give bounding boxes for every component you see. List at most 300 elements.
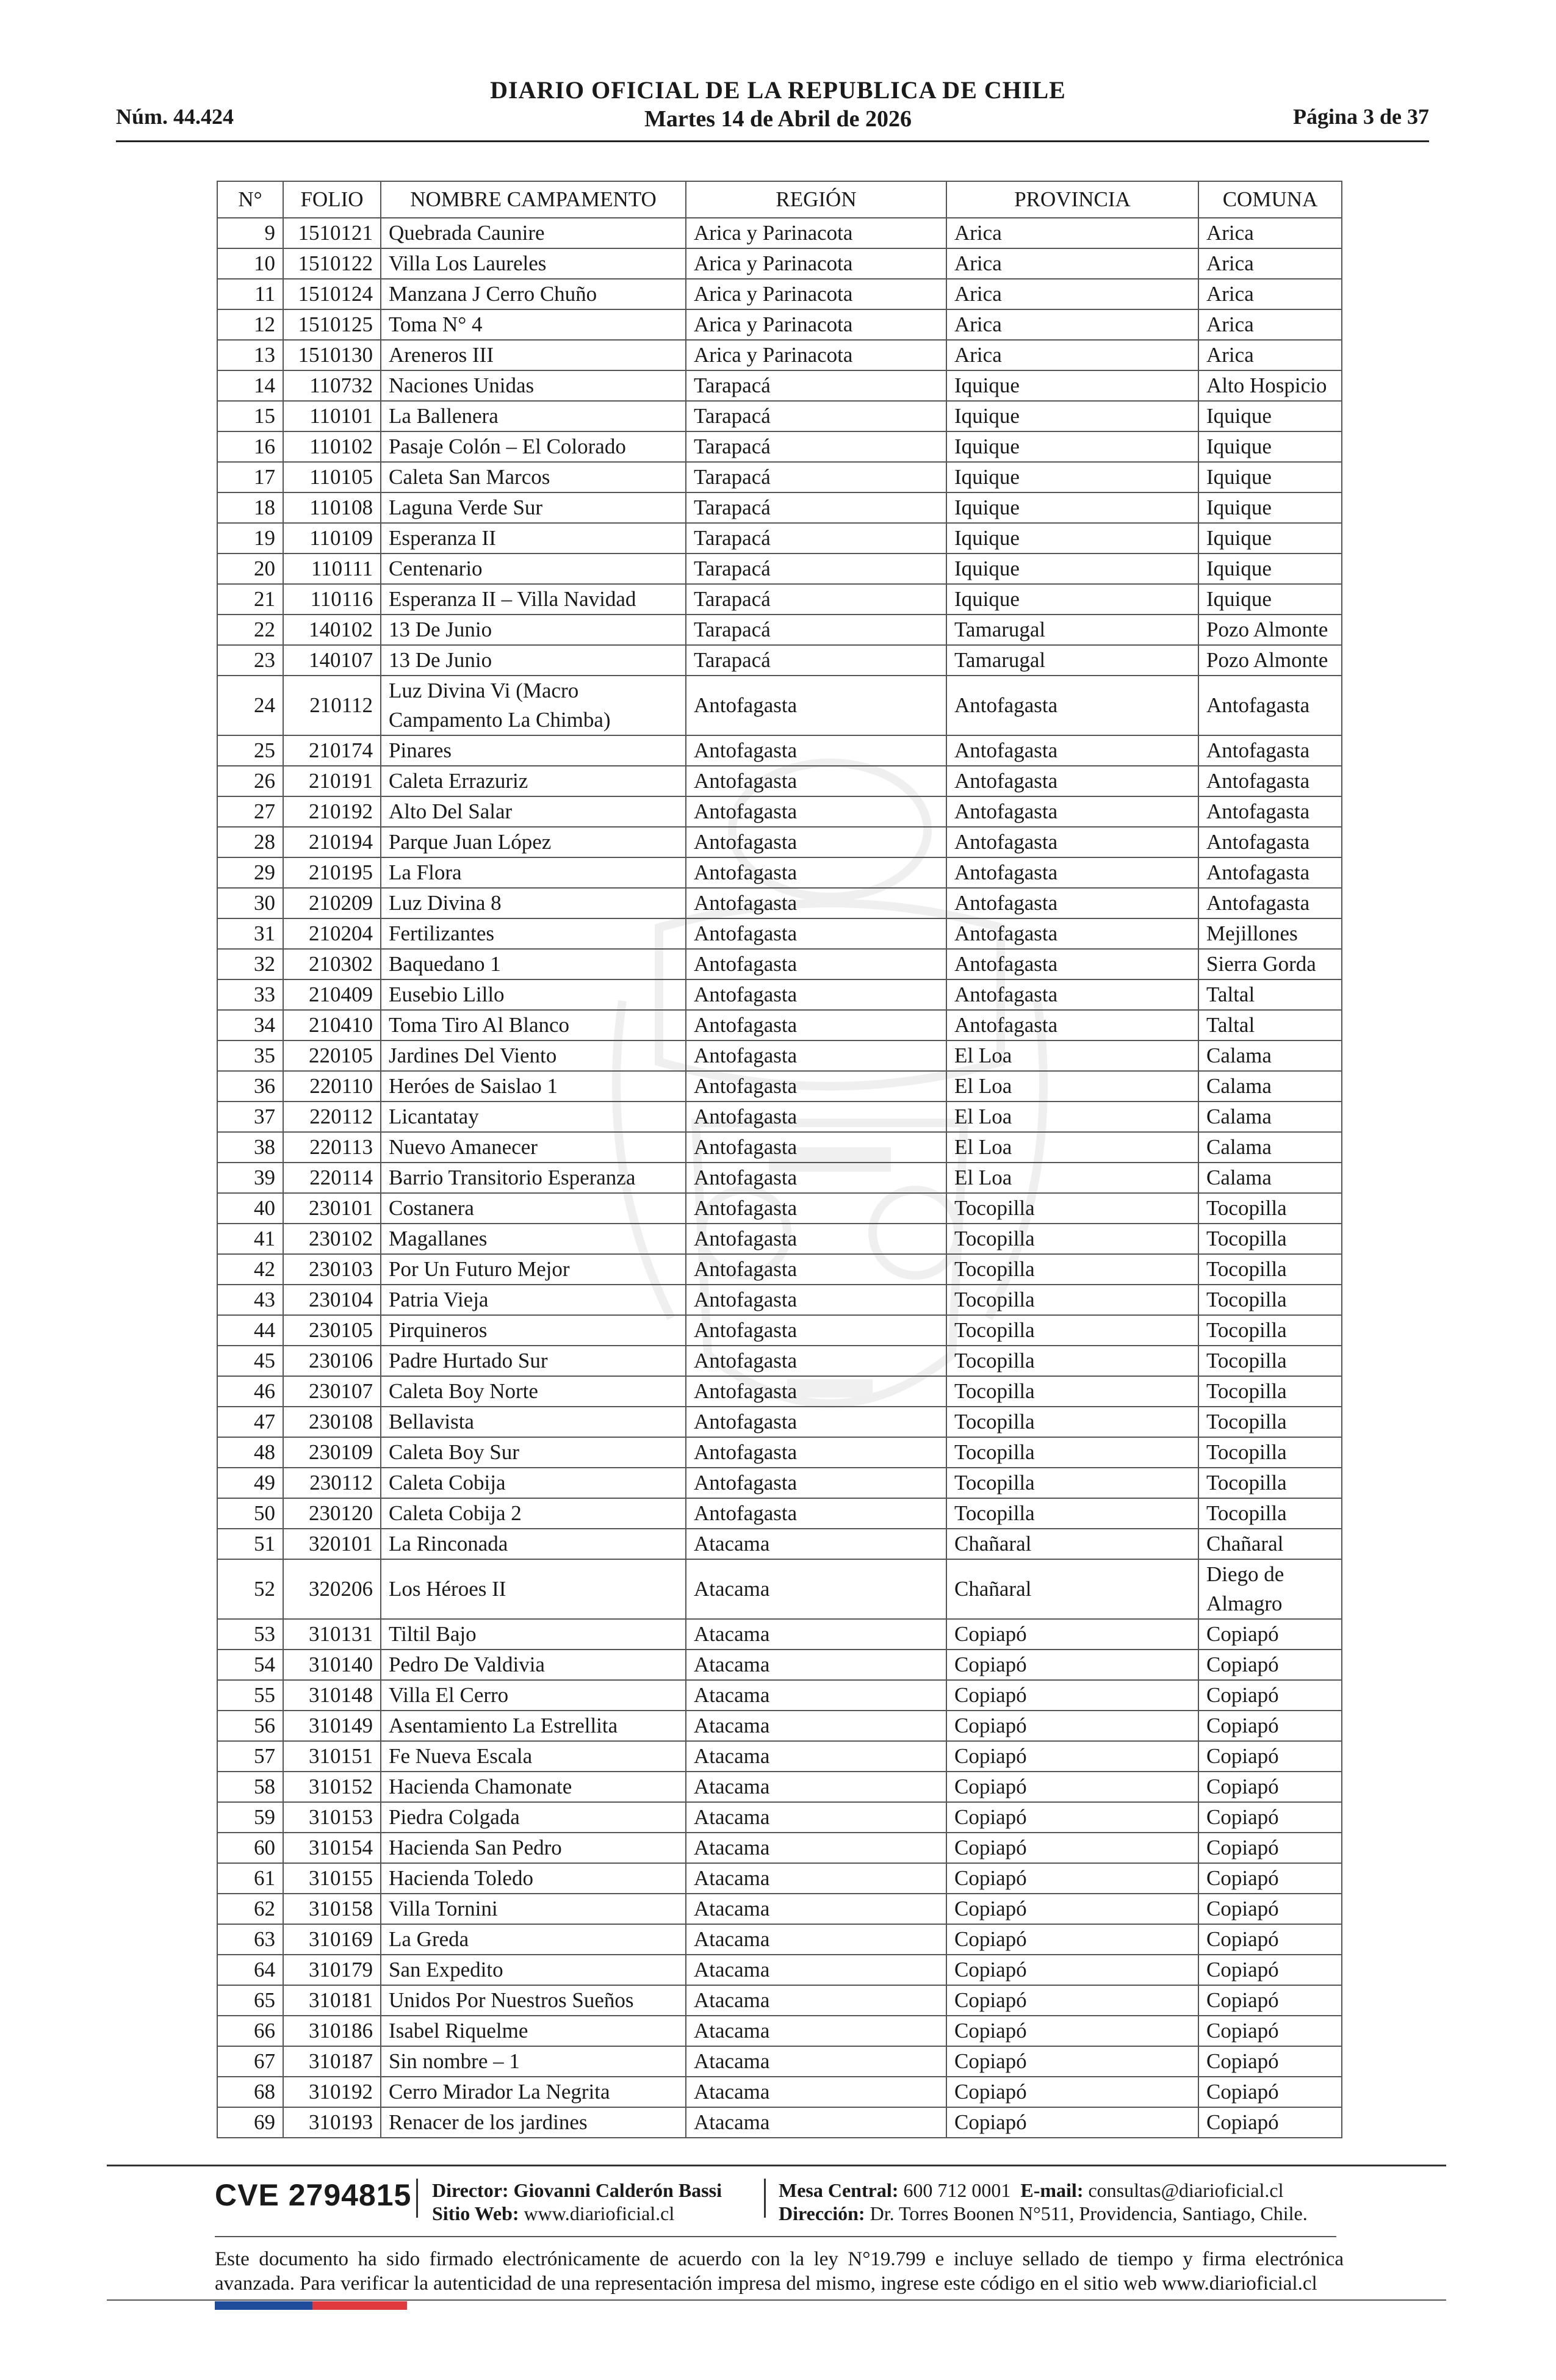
row-commune: Iquique	[1198, 401, 1342, 431]
row-commune: Taltal	[1198, 1010, 1342, 1040]
table-row	[217, 1619, 1342, 1650]
row-name: Esperanza II – Villa Navidad	[381, 584, 686, 615]
row-name: Fertilizantes	[381, 918, 686, 949]
row-commune: Antofagasta	[1198, 796, 1342, 827]
row-number: 68	[217, 2077, 283, 2107]
table-row	[217, 1193, 1342, 1224]
row-number: 21	[217, 584, 283, 615]
row-name: Luz Divina Vi (Macro Campamento La Chimba)	[381, 676, 686, 735]
row-commune: Antofagasta	[1198, 766, 1342, 796]
address-text: Dr. Torres Boonen N°511, Providencia, Santiago, Chile.	[870, 2202, 1308, 2224]
row-name: La Greda	[381, 1924, 686, 1955]
table-row	[217, 1132, 1342, 1163]
table-row	[217, 523, 1342, 554]
row-name: La Rinconada	[381, 1529, 686, 1559]
table-row	[217, 735, 1342, 766]
row-region: Tarapacá	[686, 401, 946, 431]
director-block	[432, 2179, 722, 2225]
row-province: Iquique	[946, 554, 1198, 584]
row-province: Tocopilla	[946, 1376, 1198, 1407]
row-number: 38	[217, 1132, 283, 1163]
row-number: 63	[217, 1924, 283, 1955]
row-commune: Copiapó	[1198, 1680, 1342, 1711]
row-number: 14	[217, 370, 283, 401]
row-region: Tarapacá	[686, 584, 946, 615]
signature-note: Este documento ha sido firmado electrónicamente de acuerdo con la ley N°19.799 e incluye sellado de tiempo y firma electrónica avanzada. Para verificar la autenticidad de una representación impresa del mismo, ingrese este código en el sitio web www.diarioficial.cl	[215, 2248, 1344, 2295]
row-name: Toma Tiro Al Blanco	[381, 1010, 686, 1040]
row-region: Antofagasta	[686, 766, 946, 796]
row-region: Tarapacá	[686, 645, 946, 676]
row-region: Antofagasta	[686, 796, 946, 827]
row-name: Bellavista	[381, 1407, 686, 1437]
row-folio: 310181	[283, 1985, 381, 2016]
row-province: Copiapó	[946, 1863, 1198, 1894]
flag-stripe-blue	[215, 2301, 312, 2310]
row-number: 42	[217, 1254, 283, 1285]
table-row	[217, 1711, 1342, 1741]
row-commune: Tocopilla	[1198, 1224, 1342, 1254]
row-province: Copiapó	[946, 1985, 1198, 2016]
row-commune: Tocopilla	[1198, 1254, 1342, 1285]
row-number: 32	[217, 949, 283, 979]
row-commune: Iquique	[1198, 492, 1342, 523]
row-commune: Calama	[1198, 1132, 1342, 1163]
row-folio: 310153	[283, 1802, 381, 1833]
row-name: Parque Juan López	[381, 827, 686, 857]
row-name: Centenario	[381, 554, 686, 584]
row-number: 47	[217, 1407, 283, 1437]
row-number: 19	[217, 523, 283, 554]
row-region: Atacama	[686, 1680, 946, 1711]
row-province: Iquique	[946, 401, 1198, 431]
table-row	[217, 1254, 1342, 1285]
row-number: 60	[217, 1833, 283, 1863]
row-province: Arica	[946, 340, 1198, 370]
row-number: 35	[217, 1040, 283, 1071]
row-province: Chañaral	[946, 1529, 1198, 1559]
row-region: Atacama	[686, 1894, 946, 1924]
row-number: 59	[217, 1802, 283, 1833]
row-region: Atacama	[686, 1559, 946, 1619]
row-commune: Copiapó	[1198, 1863, 1342, 1894]
row-commune: Copiapó	[1198, 1711, 1342, 1741]
row-province: Tocopilla	[946, 1315, 1198, 1346]
row-name: La Flora	[381, 857, 686, 888]
row-folio: 220105	[283, 1040, 381, 1071]
row-province: Antofagasta	[946, 676, 1198, 735]
campamentos-table	[217, 181, 1342, 2138]
row-name: Unidos Por Nuestros Sueños	[381, 1985, 686, 2016]
footer-divider-bottom	[107, 2299, 1446, 2301]
row-commune: Tocopilla	[1198, 1346, 1342, 1376]
row-name: Padre Hurtado Sur	[381, 1346, 686, 1376]
row-number: 41	[217, 1224, 283, 1254]
row-province: Tocopilla	[946, 1285, 1198, 1315]
table-row	[217, 1468, 1342, 1498]
table-row	[217, 857, 1342, 888]
table-row	[217, 401, 1342, 431]
row-region: Arica y Parinacota	[686, 248, 946, 279]
row-folio: 230112	[283, 1468, 381, 1498]
row-commune: Antofagasta	[1198, 888, 1342, 918]
row-folio: 220114	[283, 1163, 381, 1193]
row-folio: 310192	[283, 2077, 381, 2107]
row-province: Copiapó	[946, 1772, 1198, 1802]
row-region: Atacama	[686, 1529, 946, 1559]
row-commune: Copiapó	[1198, 1833, 1342, 1863]
table-row	[217, 554, 1342, 584]
row-region: Antofagasta	[686, 1437, 946, 1468]
row-region: Tarapacá	[686, 431, 946, 462]
row-number: 17	[217, 462, 283, 492]
table-row	[217, 584, 1342, 615]
table-row	[217, 1741, 1342, 1772]
row-commune: Chañaral	[1198, 1529, 1342, 1559]
table-row	[217, 462, 1342, 492]
row-folio: 230107	[283, 1376, 381, 1407]
row-province: Copiapó	[946, 1955, 1198, 1985]
row-region: Atacama	[686, 2077, 946, 2107]
row-commune: Calama	[1198, 1071, 1342, 1102]
row-commune: Arica	[1198, 279, 1342, 309]
row-number: 62	[217, 1894, 283, 1924]
col-header-number: N°	[217, 181, 283, 218]
row-folio: 210204	[283, 918, 381, 949]
row-province: Antofagasta	[946, 949, 1198, 979]
row-name: Piedra Colgada	[381, 1802, 686, 1833]
row-province: Copiapó	[946, 1680, 1198, 1711]
row-name: La Ballenera	[381, 401, 686, 431]
row-commune: Arica	[1198, 218, 1342, 248]
row-number: 9	[217, 218, 283, 248]
row-folio: 1510130	[283, 340, 381, 370]
row-province: Iquique	[946, 462, 1198, 492]
row-region: Atacama	[686, 1772, 946, 1802]
row-number: 28	[217, 827, 283, 857]
table-row	[217, 918, 1342, 949]
row-folio: 310152	[283, 1772, 381, 1802]
table-row	[217, 1955, 1342, 1985]
issue-date: Martes 14 de Abril de 2026	[644, 106, 912, 132]
row-name: Laguna Verde Sur	[381, 492, 686, 523]
row-province: Copiapó	[946, 1741, 1198, 1772]
table-row	[217, 1040, 1342, 1071]
row-name: Licantatay	[381, 1102, 686, 1132]
table-row	[217, 979, 1342, 1010]
row-name: Fe Nueva Escala	[381, 1741, 686, 1772]
flag-stripe-red	[312, 2301, 407, 2310]
row-number: 36	[217, 1071, 283, 1102]
row-name: Manzana J Cerro Chuño	[381, 279, 686, 309]
row-name: Hacienda Chamonate	[381, 1772, 686, 1802]
row-commune: Tocopilla	[1198, 1376, 1342, 1407]
row-folio: 310149	[283, 1711, 381, 1741]
row-region: Arica y Parinacota	[686, 309, 946, 340]
issue-number: Núm. 44.424	[116, 104, 234, 129]
row-commune: Iquique	[1198, 462, 1342, 492]
row-province: Tocopilla	[946, 1254, 1198, 1285]
row-name: Caleta Boy Norte	[381, 1376, 686, 1407]
row-region: Antofagasta	[686, 918, 946, 949]
row-number: 46	[217, 1376, 283, 1407]
row-number: 43	[217, 1285, 283, 1315]
table-row	[217, 492, 1342, 523]
footer-divider-top	[107, 2165, 1446, 2166]
row-region: Atacama	[686, 1802, 946, 1833]
row-region: Antofagasta	[686, 1346, 946, 1376]
row-region: Antofagasta	[686, 1376, 946, 1407]
row-province: El Loa	[946, 1163, 1198, 1193]
row-folio: 210194	[283, 827, 381, 857]
row-region: Atacama	[686, 1650, 946, 1680]
row-number: 18	[217, 492, 283, 523]
row-region: Antofagasta	[686, 1102, 946, 1132]
table-row	[217, 1894, 1342, 1924]
table-row	[217, 1924, 1342, 1955]
row-number: 25	[217, 735, 283, 766]
table-row	[217, 1498, 1342, 1529]
mesa-phone: 600 712 0001	[903, 2179, 1011, 2201]
row-commune: Antofagasta	[1198, 857, 1342, 888]
table-row	[217, 827, 1342, 857]
row-folio: 310148	[283, 1680, 381, 1711]
header-divider	[116, 140, 1429, 142]
row-commune: Copiapó	[1198, 2077, 1342, 2107]
row-folio: 210195	[283, 857, 381, 888]
row-folio: 1510124	[283, 279, 381, 309]
table-row	[217, 949, 1342, 979]
footer-divider-middle	[215, 2236, 1336, 2237]
row-region: Atacama	[686, 1985, 946, 2016]
table-row	[217, 1010, 1342, 1040]
row-number: 50	[217, 1498, 283, 1529]
table-row	[217, 1315, 1342, 1346]
row-number: 66	[217, 2016, 283, 2046]
row-region: Antofagasta	[686, 979, 946, 1010]
row-region: Atacama	[686, 2016, 946, 2046]
row-number: 56	[217, 1711, 283, 1741]
page-number: Página 3 de 37	[1292, 104, 1429, 129]
row-region: Tarapacá	[686, 492, 946, 523]
row-commune: Arica	[1198, 309, 1342, 340]
table-row	[217, 2077, 1342, 2107]
row-folio: 230105	[283, 1315, 381, 1346]
row-folio: 140107	[283, 645, 381, 676]
row-region: Antofagasta	[686, 676, 946, 735]
row-province: Copiapó	[946, 1833, 1198, 1863]
row-province: Arica	[946, 309, 1198, 340]
table-row	[217, 309, 1342, 340]
row-number: 37	[217, 1102, 283, 1132]
row-province: Copiapó	[946, 1619, 1198, 1650]
table-row	[217, 888, 1342, 918]
row-commune: Pozo Almonte	[1198, 645, 1342, 676]
row-commune: Tocopilla	[1198, 1285, 1342, 1315]
row-name: Costanera	[381, 1193, 686, 1224]
row-province: Copiapó	[946, 1802, 1198, 1833]
row-region: Antofagasta	[686, 1285, 946, 1315]
row-folio: 140102	[283, 615, 381, 645]
row-number: 45	[217, 1346, 283, 1376]
row-commune: Tocopilla	[1198, 1407, 1342, 1437]
row-province: Arica	[946, 248, 1198, 279]
row-folio: 210174	[283, 735, 381, 766]
row-folio: 310155	[283, 1863, 381, 1894]
row-region: Tarapacá	[686, 554, 946, 584]
row-name: Pinares	[381, 735, 686, 766]
table-row	[217, 1071, 1342, 1102]
row-number: 55	[217, 1680, 283, 1711]
table-row	[217, 1346, 1342, 1376]
table-row	[217, 2016, 1342, 2046]
row-name: Caleta Boy Sur	[381, 1437, 686, 1468]
row-commune: Copiapó	[1198, 2107, 1342, 2138]
row-region: Antofagasta	[686, 1040, 946, 1071]
contact-block	[779, 2179, 1308, 2225]
table-row	[217, 1285, 1342, 1315]
row-name: Areneros III	[381, 340, 686, 370]
row-commune: Iquique	[1198, 523, 1342, 554]
row-number: 52	[217, 1559, 283, 1619]
row-commune: Copiapó	[1198, 2016, 1342, 2046]
row-name: Pasaje Colón – El Colorado	[381, 431, 686, 462]
mesa-label: Mesa Central:	[779, 2179, 899, 2201]
row-province: Copiapó	[946, 1650, 1198, 1680]
row-number: 26	[217, 766, 283, 796]
row-commune: Copiapó	[1198, 1619, 1342, 1650]
row-folio: 310140	[283, 1650, 381, 1680]
row-region: Antofagasta	[686, 1224, 946, 1254]
row-commune: Mejillones	[1198, 918, 1342, 949]
table-row	[217, 645, 1342, 676]
row-folio: 110116	[283, 584, 381, 615]
row-commune: Copiapó	[1198, 1650, 1342, 1680]
director-name: Giovanni Calderón Bassi	[513, 2179, 722, 2201]
row-province: Iquique	[946, 370, 1198, 401]
row-region: Antofagasta	[686, 1163, 946, 1193]
col-header-province: PROVINCIA	[946, 181, 1198, 218]
email-link[interactable]: consultas@diarioficial.cl	[1088, 2179, 1284, 2201]
row-number: 11	[217, 279, 283, 309]
row-region: Antofagasta	[686, 1468, 946, 1498]
row-name: San Expedito	[381, 1955, 686, 1985]
row-number: 13	[217, 340, 283, 370]
row-folio: 310187	[283, 2046, 381, 2077]
row-folio: 110101	[283, 401, 381, 431]
table-row	[217, 1529, 1342, 1559]
table-row	[217, 1985, 1342, 2016]
row-folio: 1510125	[283, 309, 381, 340]
table-row	[217, 1437, 1342, 1468]
row-number: 22	[217, 615, 283, 645]
row-folio: 310151	[283, 1741, 381, 1772]
row-name: Renacer de los jardines	[381, 2107, 686, 2138]
row-province: Iquique	[946, 584, 1198, 615]
row-number: 24	[217, 676, 283, 735]
row-region: Arica y Parinacota	[686, 279, 946, 309]
row-name: Sin nombre – 1	[381, 2046, 686, 2077]
row-commune: Copiapó	[1198, 1802, 1342, 1833]
row-commune: Antofagasta	[1198, 827, 1342, 857]
row-province: Tamarugal	[946, 615, 1198, 645]
row-name: Cerro Mirador La Negrita	[381, 2077, 686, 2107]
row-name: Toma N° 4	[381, 309, 686, 340]
table-row	[217, 1802, 1342, 1833]
row-region: Antofagasta	[686, 888, 946, 918]
row-region: Antofagasta	[686, 1193, 946, 1224]
row-name: Caleta Errazuriz	[381, 766, 686, 796]
row-region: Antofagasta	[686, 1498, 946, 1529]
row-commune: Iquique	[1198, 431, 1342, 462]
row-folio: 110102	[283, 431, 381, 462]
row-name: Alto Del Salar	[381, 796, 686, 827]
table-row	[217, 279, 1342, 309]
row-commune: Calama	[1198, 1040, 1342, 1071]
row-folio: 310169	[283, 1924, 381, 1955]
row-commune: Calama	[1198, 1102, 1342, 1132]
row-region: Tarapacá	[686, 370, 946, 401]
table-row	[217, 1376, 1342, 1407]
row-folio: 110111	[283, 554, 381, 584]
row-province: Tocopilla	[946, 1224, 1198, 1254]
table-row	[217, 431, 1342, 462]
row-folio: 230109	[283, 1437, 381, 1468]
row-folio: 310186	[283, 2016, 381, 2046]
row-province: Antofagasta	[946, 979, 1198, 1010]
row-number: 65	[217, 1985, 283, 2016]
row-folio: 1510122	[283, 248, 381, 279]
row-name: Heróes de Saislao 1	[381, 1071, 686, 1102]
row-number: 29	[217, 857, 283, 888]
row-folio: 110105	[283, 462, 381, 492]
row-name: Luz Divina 8	[381, 888, 686, 918]
row-name: Villa Los Laureles	[381, 248, 686, 279]
row-folio: 210112	[283, 676, 381, 735]
row-region: Atacama	[686, 1833, 946, 1863]
table-row	[217, 615, 1342, 645]
row-number: 39	[217, 1163, 283, 1193]
row-region: Antofagasta	[686, 1071, 946, 1102]
row-folio: 310154	[283, 1833, 381, 1863]
website-link[interactable]: www.diarioficial.cl	[524, 2202, 675, 2224]
row-region: Atacama	[686, 1711, 946, 1741]
row-number: 16	[217, 431, 283, 462]
row-name: 13 De Junio	[381, 645, 686, 676]
row-number: 51	[217, 1529, 283, 1559]
row-name: Jardines Del Viento	[381, 1040, 686, 1071]
row-folio: 230104	[283, 1285, 381, 1315]
masthead-title: DIARIO OFICIAL DE LA REPUBLICA DE CHILE	[490, 76, 1066, 104]
table-row	[217, 766, 1342, 796]
row-region: Antofagasta	[686, 949, 946, 979]
row-name: Nuevo Amanecer	[381, 1132, 686, 1163]
table-row	[217, 1680, 1342, 1711]
row-folio: 310193	[283, 2107, 381, 2138]
row-name: Isabel Riquelme	[381, 2016, 686, 2046]
row-province: Copiapó	[946, 1924, 1198, 1955]
row-commune: Copiapó	[1198, 1985, 1342, 2016]
row-folio: 310179	[283, 1955, 381, 1985]
row-number: 12	[217, 309, 283, 340]
table-row	[217, 2107, 1342, 2138]
row-number: 15	[217, 401, 283, 431]
row-commune: Iquique	[1198, 554, 1342, 584]
row-commune: Antofagasta	[1198, 676, 1342, 735]
table-row	[217, 218, 1342, 248]
row-province: Antofagasta	[946, 888, 1198, 918]
row-name: Villa El Cerro	[381, 1680, 686, 1711]
row-commune: Copiapó	[1198, 1955, 1342, 1985]
